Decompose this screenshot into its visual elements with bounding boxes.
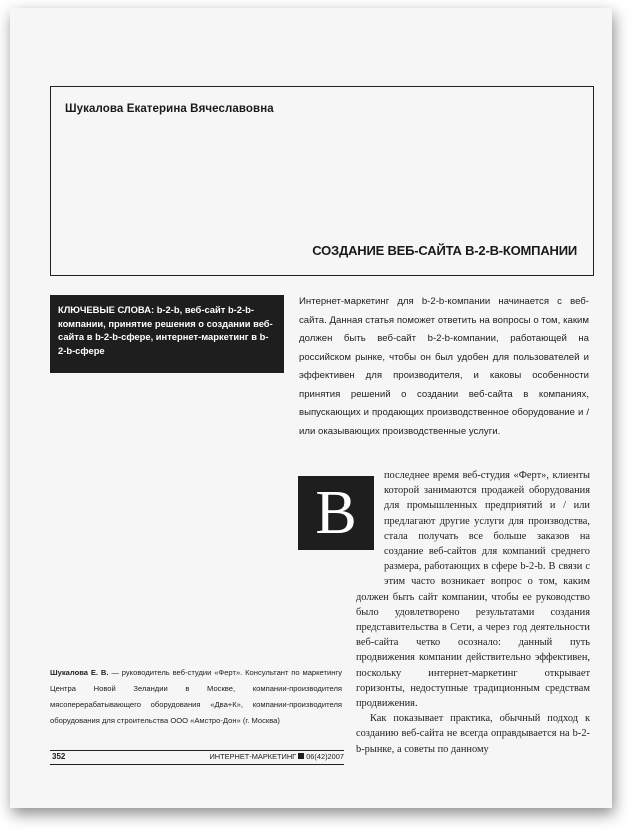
journal-issue: 06(42)2007 [306,752,344,761]
page-number: 352 [52,752,66,761]
bio-text: — руководитель веб-студии «Ферт». Консультант по маркетингу Центра Новой Зеландии в Москве, компании-производителя мясоперерабатывающего оборудования «Два+К», компании-производителя оборудования для строительства ООО «Амстро-Дон» (г. Москва) [50,668,343,725]
square-bullet-icon [298,753,304,759]
journal-page [10,8,612,808]
body-paragraph-2: Как показывает практика, обычный подход к созданию веб-сайта не всегда оправдывается на b-2-b-рынке, а советы по данному [356,713,590,755]
journal-name: ИНТЕРНЕТ-МАРКЕТИНГ [209,752,297,761]
drop-cap: В [298,476,374,550]
keywords-box [50,295,284,373]
article-body [356,468,590,757]
keywords-text: b-2-b, веб-сайт b-2-b-компании, принятие решения о создании веб-сайта в b-2-b-сфере, интернет-маркетинг в b-2-b-сфере [58,304,273,356]
author-name: Шукалова Екатерина Вячеславовна [65,103,274,115]
author-bio [50,665,342,729]
body-paragraph-1: последнее время веб-студия «Ферт», клиенты которой занимаются продажей оборудования для промышленных предприятий и / или предлагают другие услуги для производства, стала получать все больше заказов на создание веб-сайтов для компаний среднего размера, работающих в сфере b-2-b. В связи с этим часто возникает вопрос о том, каким должен быть сайт компании, чтобы ее руководство было удовлетворено результатами создания представительства в Сети, а через год деятельности веб-сайта четко осознало: данный путь продвижения компании действительно эффективен, поскольку интернет-маркетинг открывает горизонты, недоступные традиционным средствам продвижения. [356,470,590,710]
footer-rule-bottom [50,764,344,765]
title-frame [50,86,594,276]
journal-footer [206,752,344,761]
abstract: Интернет-маркетинг для b-2-b-компании начинается с веб-сайта. Данная статья поможет ответить на вопросы о том, каким должен быть веб-сайт b-2-b-компании, работающей на российском рынке, чтобы он был удобен для пользователей и эффективен для производителя, и каковы особенности принятия решений о создании веб-сайта в компаниях, выпускающих и продающих производственное оборудование и / или оказывающих производственные услуги. [299,296,589,437]
keywords-label: КЛЮЧЕВЫЕ СЛОВА: [58,304,155,315]
footer-rule-top [50,750,344,751]
article-title: СОЗДАНИЕ ВЕБ-САЙТА В-2-В-КОМПАНИИ [312,243,577,258]
bio-name: Шукалова Е. В. [50,668,109,677]
